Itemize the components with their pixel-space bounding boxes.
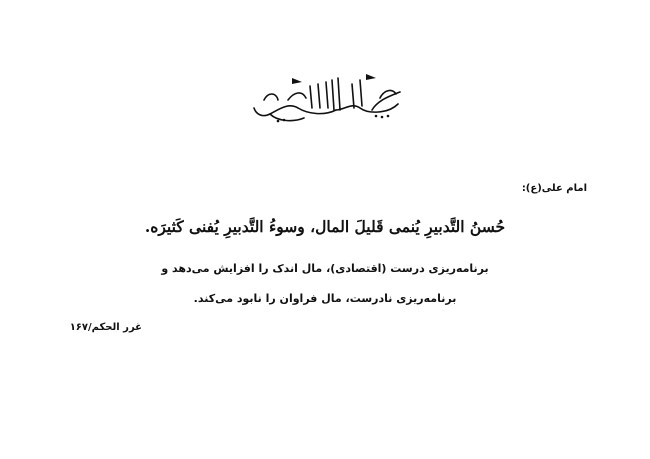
bismillah-calligraphy [248,70,406,126]
translation-line-2: برنامه‌ریزی نادرست، مال فراوان را نابود می‌کند. [193,292,457,305]
hadith-arabic: حُسنُ التَّدبیرِ یُنمی قَلیلَ المال، وسوءُ التَّدبیرِ یُفنی کَثیرَه. [144,217,506,236]
translation-line-1: برنامه‌ریزی درست (اقتصادی)، مال اندک را افزایش می‌دهد و [161,262,489,275]
source-reference: غرر الحکم/۱۶۷ [69,322,142,333]
bismillah-calligraphy-graphic [248,70,406,126]
attribution: امام علی(ع): [521,183,587,194]
